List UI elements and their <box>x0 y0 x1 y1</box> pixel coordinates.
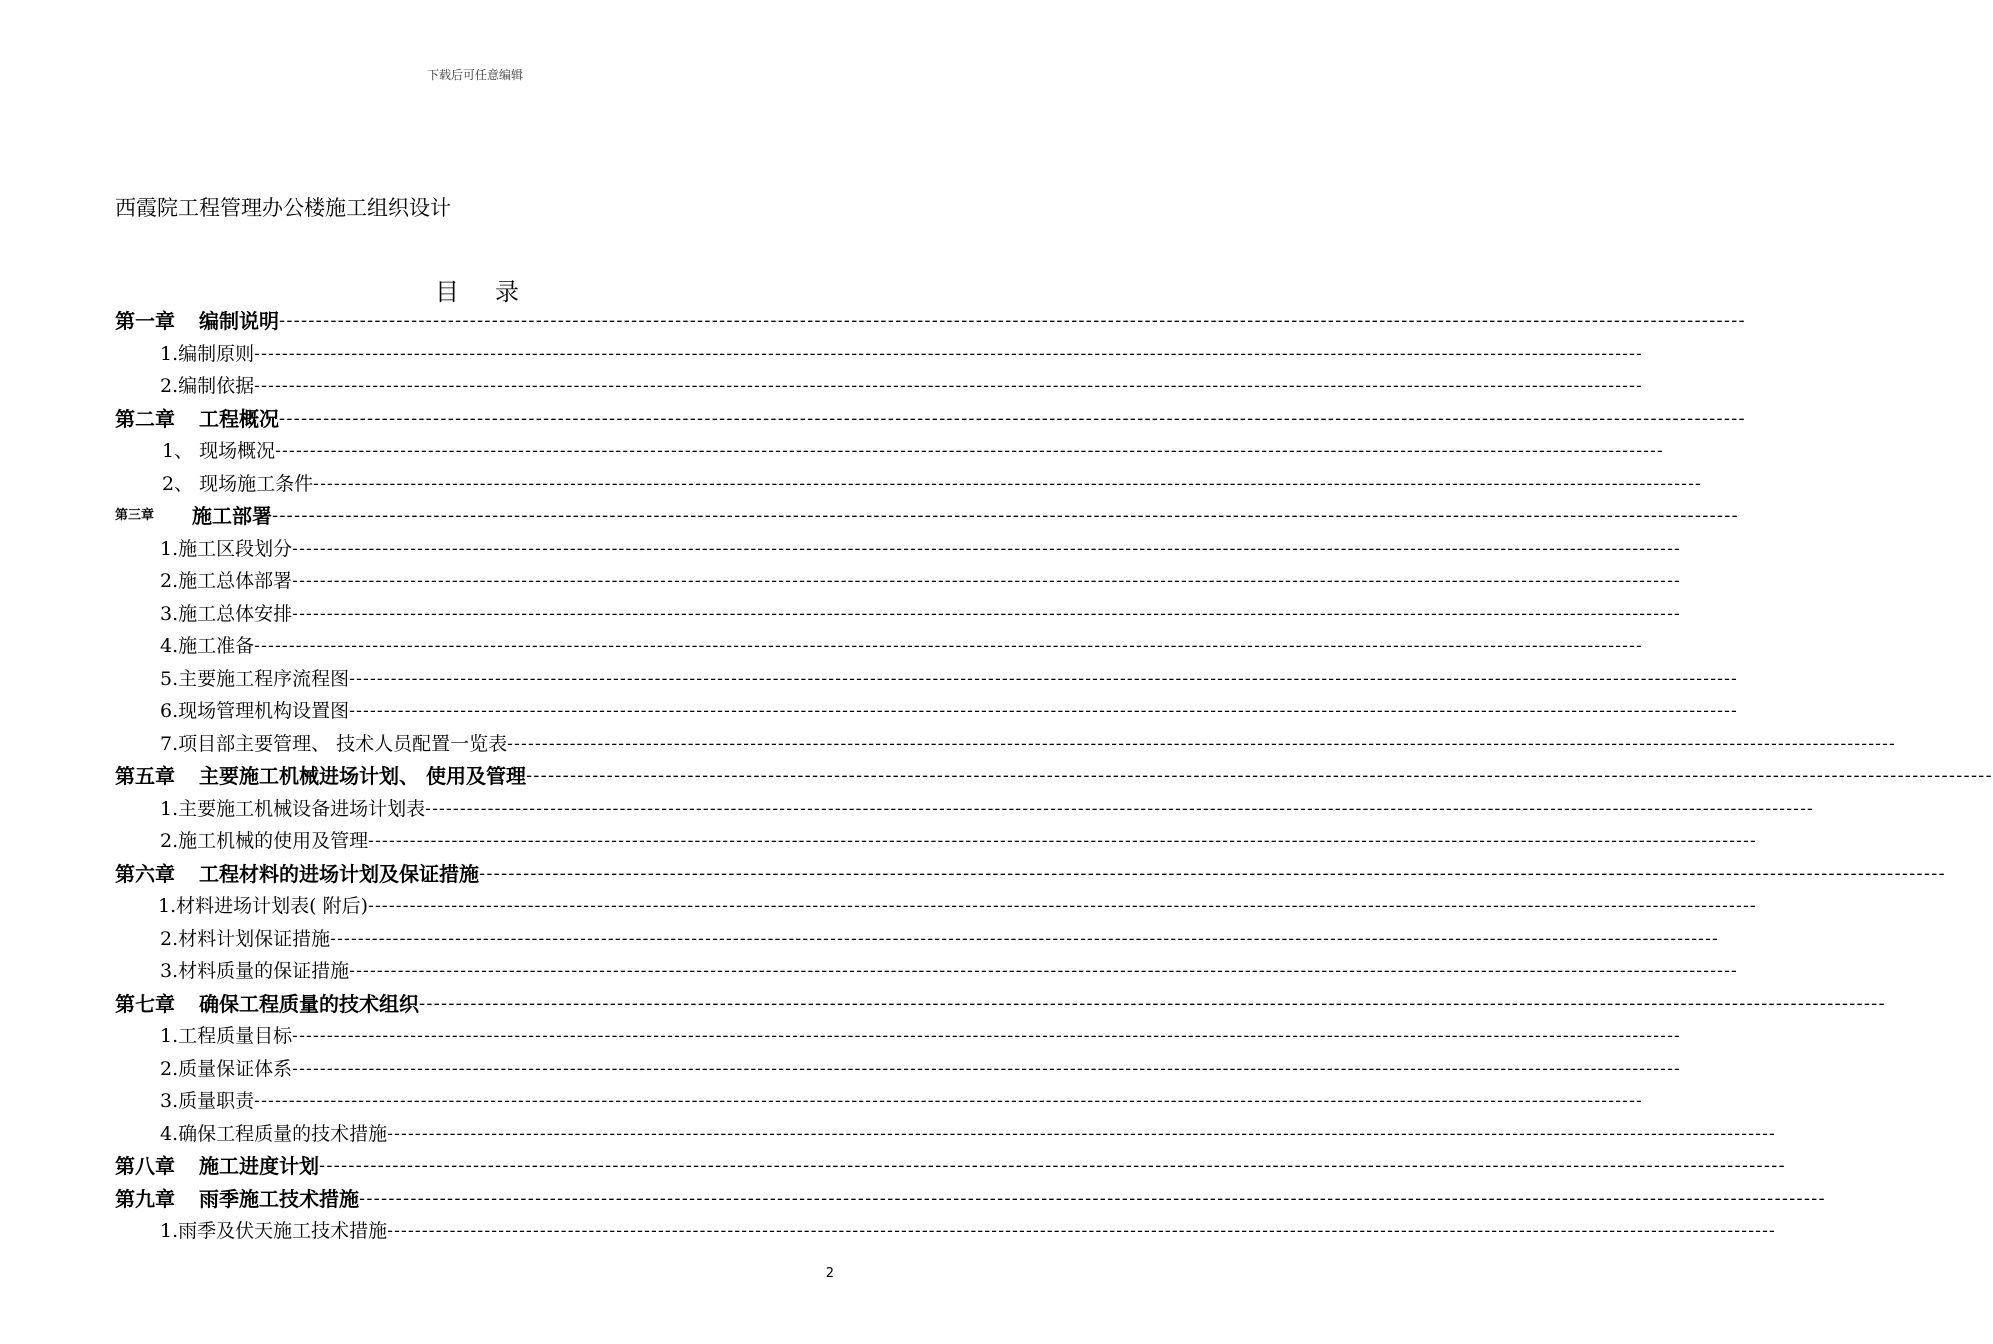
toc-entry-content <box>160 793 1814 826</box>
toc-section-entry <box>0 793 1814 826</box>
toc-entry-content <box>160 370 1643 403</box>
toc-entry-label: 1.主要施工机械设备进场计划表 <box>160 797 426 820</box>
toc-entry-label: 1.工程质量目标 <box>160 1025 293 1047</box>
toc-entry-content <box>162 435 1664 468</box>
toc-entry-label: 2.施工总体部署 <box>160 570 293 592</box>
toc-leader-dashes: -------------------------------------------------------------------------------------------------------------------------------------------------------------------------------------------------------- <box>254 343 1643 364</box>
toc-section-entry <box>0 1020 1681 1053</box>
toc-leader-dashes: -------------------------------------------------------------------------------------------------------------------------------------------------------------------------------------------------------- <box>387 1123 1776 1144</box>
toc-leader-dashes: -------------------------------------------------------------------------------------------------------------------------------------------------------------------------------------------------------- <box>292 1058 1681 1079</box>
toc-heading-char-2: 录 <box>495 278 519 306</box>
toc-leader-dashes: -------------------------------------------------------------------------------------------------------------------------------------------------------------------------------------------------------- <box>349 668 1738 689</box>
toc-leader-dashes: -------------------------------------------------------------------------------------------------------------------------------------------------------------------------------------------------------- <box>275 441 1664 461</box>
toc-entry-content <box>115 988 1886 1021</box>
toc-entry-content <box>160 1118 1776 1151</box>
toc-chapter-entry <box>0 988 1886 1021</box>
toc-entry-label: 施工进度计划 <box>199 1154 319 1178</box>
toc-entry-label: 2、 现场施工条件 <box>162 472 314 495</box>
toc-leader-dashes: -------------------------------------------------------------------------------------------------------------------------------------------------------------------------------------------------------- <box>292 538 1681 559</box>
toc-heading <box>435 272 525 307</box>
toc-entry-label: 2.材料计划保证措施 <box>160 927 331 950</box>
toc-entry-content <box>160 338 1643 371</box>
toc-leader-dashes: -------------------------------------------------------------------------------------------------------------------------------------------------------------------------------------------------------- <box>349 701 1738 721</box>
toc-leader-dashes: -------------------------------------------------------------------------------------------------------------------------------------------------------------------------------------------------------- <box>319 1156 1786 1176</box>
toc-leader-dashes: -------------------------------------------------------------------------------------------------------------------------------------------------------------------------------------------------------- <box>507 733 1896 754</box>
document-title: 西霞院工程管理办公楼施工组织设计 <box>115 196 451 220</box>
toc-entry-content <box>160 565 1681 598</box>
toc-entry-label: 6.现场管理机构设置图 <box>160 700 350 722</box>
toc-leader-dashes: -------------------------------------------------------------------------------------------------------------------------------------------------------------------------------------------------------- <box>254 636 1643 656</box>
toc-section-entry <box>0 370 1643 403</box>
toc-entry-content <box>158 890 1757 923</box>
toc-leader-dashes: -------------------------------------------------------------------------------------------------------------------------------------------------------------------------------------------------------- <box>254 376 1643 396</box>
toc-leader-dashes: -------------------------------------------------------------------------------------------------------------------------------------------------------------------------------------------------------- <box>272 506 1739 526</box>
toc-leader-dashes: -------------------------------------------------------------------------------------------------------------------------------------------------------------------------------------------------------- <box>425 798 1814 819</box>
toc-entry-label: 5.主要施工程序流程图 <box>160 667 350 690</box>
toc-section-entry <box>0 695 1738 728</box>
page-number: 2 <box>825 1266 834 1281</box>
toc-chapter-number: 第三章 <box>115 508 155 523</box>
toc-entry-label: 施工部署 <box>192 504 273 528</box>
toc-section-entry <box>0 728 1896 761</box>
toc-leader-dashes: -------------------------------------------------------------------------------------------------------------------------------------------------------------------------------------------------------- <box>479 863 1946 884</box>
toc-chapter-number: 第七章 <box>115 991 175 1016</box>
toc-chapter-number: 第二章 <box>115 406 175 431</box>
toc-chapter-number: 第九章 <box>115 1186 175 1211</box>
toc-section-entry <box>0 955 1738 988</box>
toc-leader-dashes: -------------------------------------------------------------------------------------------------------------------------------------------------------------------------------------------------------- <box>368 831 1757 851</box>
toc-entry-label: 雨季施工技术措施 <box>199 1186 359 1211</box>
toc-section-entry <box>0 1215 1776 1248</box>
toc-entry-label: 确保工程质量的技术组织 <box>199 991 419 1016</box>
toc-section-entry <box>0 468 1702 501</box>
toc-entry-label: 1.编制原则 <box>160 342 255 365</box>
toc-chapter-entry <box>0 760 1993 793</box>
toc-leader-dashes: -------------------------------------------------------------------------------------------------------------------------------------------------------------------------------------------------------- <box>359 1188 1826 1209</box>
toc-entry-content <box>115 1150 1786 1183</box>
toc-entry-label: 3.施工总体安排 <box>160 602 293 625</box>
toc-entry-label: 主要施工机械进场计划、 使用及管理 <box>199 764 526 788</box>
toc-entry-content <box>160 630 1643 663</box>
toc-chapter-entry <box>0 305 1746 338</box>
toc-entry-content <box>160 825 1757 858</box>
toc-leader-dashes: -------------------------------------------------------------------------------------------------------------------------------------------------------------------------------------------------------- <box>525 766 1993 786</box>
toc-section-entry <box>0 923 1719 956</box>
toc-entry-content <box>160 1085 1643 1118</box>
toc-section-entry <box>0 825 1757 858</box>
toc-chapter-entry <box>0 1150 1786 1183</box>
toc-leader-dashes: -------------------------------------------------------------------------------------------------------------------------------------------------------------------------------------------------------- <box>292 603 1681 624</box>
toc-leader-dashes: -------------------------------------------------------------------------------------------------------------------------------------------------------------------------------------------------------- <box>387 1221 1776 1241</box>
toc-section-entry <box>0 890 1757 923</box>
toc-chapter-entry <box>0 403 1746 436</box>
toc-leader-dashes: -------------------------------------------------------------------------------------------------------------------------------------------------------------------------------------------------------- <box>279 311 1746 331</box>
toc-entry-content <box>160 1053 1681 1086</box>
toc-section-entry <box>0 435 1664 468</box>
toc-entry-content <box>115 403 1746 436</box>
toc-chapter-entry <box>0 1183 1826 1216</box>
toc-entry-content <box>160 533 1681 566</box>
toc-chapter-entry <box>0 858 1946 891</box>
table-of-contents <box>0 305 1993 1248</box>
toc-section-entry <box>0 1118 1776 1151</box>
header-note: 下载后可任意编辑 <box>426 68 523 82</box>
toc-entry-label: 3.材料质量的保证措施 <box>160 960 350 982</box>
toc-entry-label: 编制说明 <box>199 309 279 333</box>
toc-entry-label: 工程材料的进场计划及保证措施 <box>199 861 479 886</box>
toc-leader-dashes: -------------------------------------------------------------------------------------------------------------------------------------------------------------------------------------------------------- <box>279 408 1746 429</box>
toc-entry-content <box>160 955 1738 988</box>
toc-entry-label: 7.项目部主要管理、 技术人员配置一览表 <box>160 732 508 755</box>
toc-section-entry <box>0 1085 1643 1118</box>
toc-entry-label: 2.编制依据 <box>160 375 255 397</box>
toc-entry-content <box>162 468 1702 501</box>
toc-leader-dashes: -------------------------------------------------------------------------------------------------------------------------------------------------------------------------------------------------------- <box>368 896 1757 916</box>
toc-entry-content <box>160 598 1681 631</box>
toc-entry-label: 2.施工机械的使用及管理 <box>160 830 369 852</box>
toc-leader-dashes: -------------------------------------------------------------------------------------------------------------------------------------------------------------------------------------------------------- <box>254 1091 1643 1111</box>
toc-leader-dashes: -------------------------------------------------------------------------------------------------------------------------------------------------------------------------------------------------------- <box>419 993 1886 1014</box>
toc-leader-dashes: -------------------------------------------------------------------------------------------------------------------------------------------------------------------------------------------------------- <box>313 473 1702 494</box>
toc-entry-content <box>160 923 1719 956</box>
toc-entry-label: 3.质量职责 <box>160 1090 255 1112</box>
toc-entry-content <box>115 760 1993 793</box>
toc-heading-char-1: 目 <box>435 278 459 306</box>
toc-entry-content <box>160 695 1738 728</box>
toc-entry-content <box>115 500 1739 533</box>
toc-section-entry <box>0 533 1681 566</box>
toc-section-entry <box>0 663 1738 696</box>
toc-entry-content <box>160 663 1738 696</box>
toc-chapter-number: 第六章 <box>115 861 175 886</box>
toc-entry-label: 4.确保工程质量的技术措施 <box>160 1122 388 1145</box>
toc-section-entry <box>0 630 1643 663</box>
toc-leader-dashes: -------------------------------------------------------------------------------------------------------------------------------------------------------------------------------------------------------- <box>349 961 1738 981</box>
toc-section-entry <box>0 1053 1681 1086</box>
toc-chapter-entry <box>0 500 1739 533</box>
toc-entry-label: 1.施工区段划分 <box>160 537 293 560</box>
toc-chapter-number: 第五章 <box>115 764 175 788</box>
toc-entry-label: 1.雨季及伏天施工技术措施 <box>160 1220 388 1242</box>
toc-leader-dashes: -------------------------------------------------------------------------------------------------------------------------------------------------------------------------------------------------------- <box>292 571 1681 591</box>
toc-entry-content <box>160 728 1896 761</box>
toc-section-entry <box>0 338 1643 371</box>
toc-entry-label: 2.质量保证体系 <box>160 1057 293 1080</box>
toc-entry-content <box>160 1020 1681 1053</box>
toc-chapter-number: 第一章 <box>115 309 175 333</box>
toc-entry-content <box>115 1183 1826 1216</box>
toc-section-entry <box>0 598 1681 631</box>
toc-entry-label: 4.施工准备 <box>160 635 255 657</box>
toc-leader-dashes: -------------------------------------------------------------------------------------------------------------------------------------------------------------------------------------------------------- <box>330 928 1719 949</box>
toc-leader-dashes: -------------------------------------------------------------------------------------------------------------------------------------------------------------------------------------------------------- <box>292 1026 1681 1046</box>
toc-entry-content <box>115 305 1746 338</box>
toc-entry-content <box>115 858 1946 891</box>
toc-entry-label: 1.材料进场计划表( 附后) <box>158 895 368 917</box>
toc-chapter-number: 第八章 <box>115 1154 175 1178</box>
toc-entry-content <box>160 1215 1776 1248</box>
toc-entry-label: 工程概况 <box>199 406 279 431</box>
toc-section-entry <box>0 565 1681 598</box>
toc-entry-label: 1、 现场概况 <box>162 440 276 462</box>
